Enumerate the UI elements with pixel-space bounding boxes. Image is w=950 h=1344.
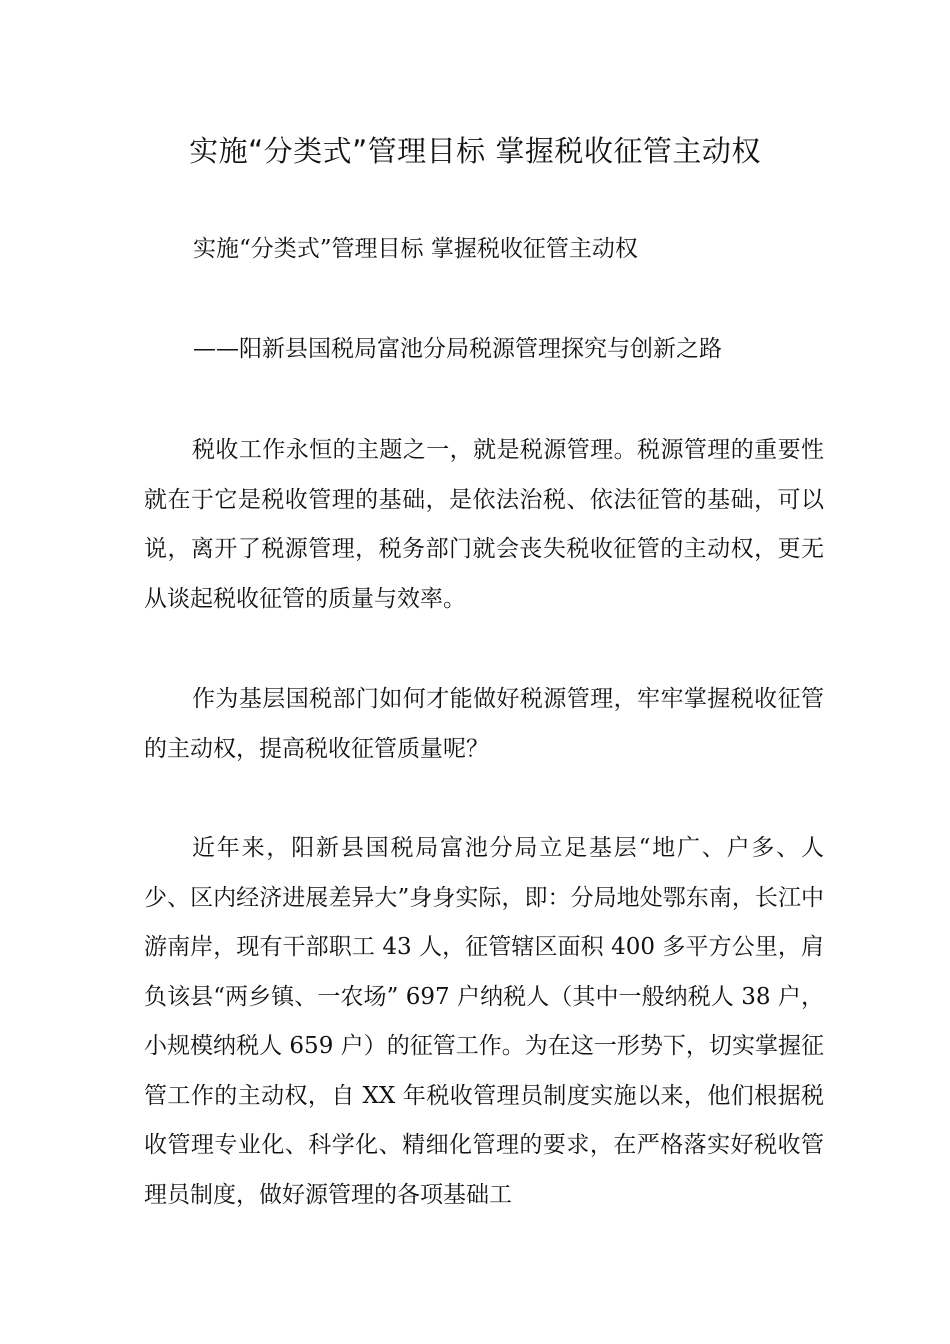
- body-paragraph-2: 作为基层国税部门如何才能做好税源管理，牢牢掌握税收征管的主动权，提高税收征管质量呢？: [144, 686, 824, 762]
- body-paragraph-3: 近年来，阳新县国税局富池分局立足基层“地广、户多、人少、区内经济进展差异大”身身实际，即：分局地处鄂东南，长江中游南岸，现有干部职工 43 人，征管辖区面积 400 多平方公里，肩负该县“两乡镇、一农场” 697 户纳税人（其中一般纳税人 38 户，小规模纳税人 659 户）的征管工作。为在这一形势下，切实掌握征管工作的主动权，自 XX 年税收管理员制度实施以来，他们根据税收管理专业化、科学化、精细化管理的要求，在严格落实好税收管理员制度，做好源管理的各项基础工: [144, 835, 824, 1208]
- body-paragraph-1: 税收工作永恒的主题之一，就是税源管理。税源管理的重要性就在于它是税收管理的基础，是依法治税、依法征管的基础，可以说，离开了税源管理，税务部门就会丧失税收征管的主动权，更无从谈起税收征管的质量与效率。: [144, 437, 824, 612]
- document-title: 实施“分类式”管理目标 掌握税收征管主动权: [189, 134, 761, 168]
- document-byline: ——阳新县国税局富池分局税源管理探究与创新之路: [193, 336, 722, 362]
- document-subtitle: 实施“分类式”管理目标 掌握税收征管主动权: [193, 236, 638, 262]
